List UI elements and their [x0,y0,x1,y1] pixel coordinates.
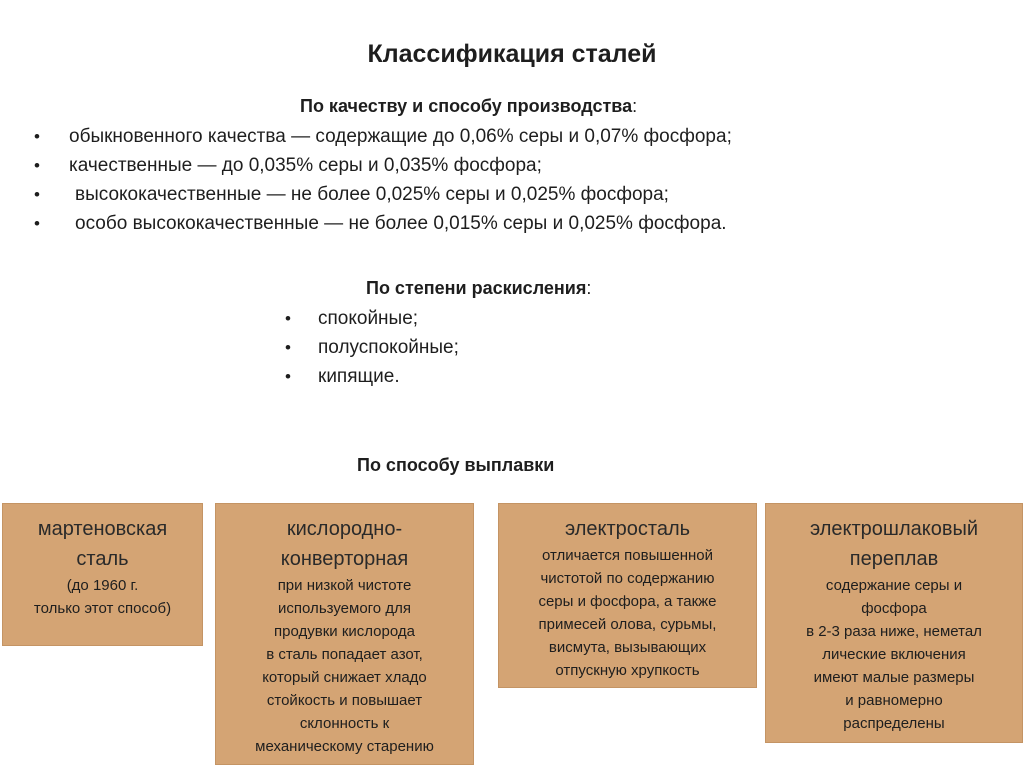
deoxidation-heading [366,278,591,299]
box-text: распределены [843,715,945,732]
bullet-icon: • [34,127,40,146]
box-text: отпускную хрупкость [555,662,700,679]
box-electroslag-remelting [765,503,1023,743]
list-item-text: обыкновенного качества — содержащие до 0,06% серы и 0,07% фосфора; [69,126,732,147]
box-text: серы и фосфора, а также [538,593,717,610]
box-text: склонность к [299,715,390,732]
smelting-heading: По способу выплавки [357,455,555,475]
box-text: висмута, вызывающих [548,639,707,656]
list-item-text: особо высококачественные — не более 0,015% серы и 0,025% фосфора. [75,213,727,234]
box-text: продувки кислорода [274,623,415,640]
box-text: лические включения [822,646,966,663]
bullet-icon: • [34,214,40,233]
box-text: только этот способ) [33,600,172,617]
list-item-text: спокойные; [318,308,419,329]
deoxidation-heading-colon: : [586,278,592,298]
box-text: стойкость и повышает [266,692,423,709]
list-item-text: высококачественные — не более 0,025% серы и 0,025% фосфора; [75,184,669,205]
box-text: содержание серы и [825,577,963,594]
list-item-text: кипящие. [318,366,400,387]
deoxidation-list [283,304,459,391]
quality-heading-text: По качеству и способу производства [300,96,633,116]
box-title: электрошлаковый [809,518,979,540]
box-text: который снижает хладо [262,669,427,686]
bullet-icon: • [285,367,291,386]
box-open-hearth [2,503,203,646]
list-item-text: качественные — до 0,035% серы и 0,035% фосфора; [69,155,542,176]
box-text: используемого для [278,600,411,617]
list-item [283,333,459,362]
box-text: в 2-3 раза ниже, неметал [806,623,982,640]
quality-heading [300,96,637,117]
list-item [283,362,459,391]
box-title: конверторная [280,548,409,570]
box-text: механическому старению [255,738,434,755]
box-electric-steel [498,503,757,688]
box-text: и равномерно [845,692,943,709]
box-text: (до 1960 г. [66,577,139,594]
box-text: фосфора [861,600,927,617]
list-item [32,151,732,180]
box-text: при низкой чистоте [277,577,412,594]
list-item [32,180,732,209]
box-title: электросталь [564,518,691,540]
list-item [32,209,732,238]
box-oxygen-converter [215,503,474,765]
page-title: Классификация сталей [367,40,657,68]
deoxidation-heading-text: По степени раскисления [366,278,587,298]
bullet-icon: • [34,156,40,175]
list-item [32,122,732,151]
list-item [283,304,459,333]
box-text: примесей олова, сурьмы, [538,616,717,633]
box-title: кислородно- [286,518,403,540]
box-title: сталь [76,548,129,570]
bullet-icon: • [285,309,291,328]
box-title: мартеновская [37,518,168,540]
bullet-icon: • [34,185,40,204]
box-text: отличается повышенной [541,547,714,564]
box-text: в сталь попадает азот, [266,646,423,663]
bullet-icon: • [285,338,291,357]
quality-list [32,122,732,238]
box-text: имеют малые размеры [813,669,975,686]
box-title: переплав [849,548,939,570]
box-text: чистотой по содержанию [540,570,715,587]
quality-heading-colon: : [632,96,638,116]
list-item-text: полуспокойные; [318,337,459,358]
